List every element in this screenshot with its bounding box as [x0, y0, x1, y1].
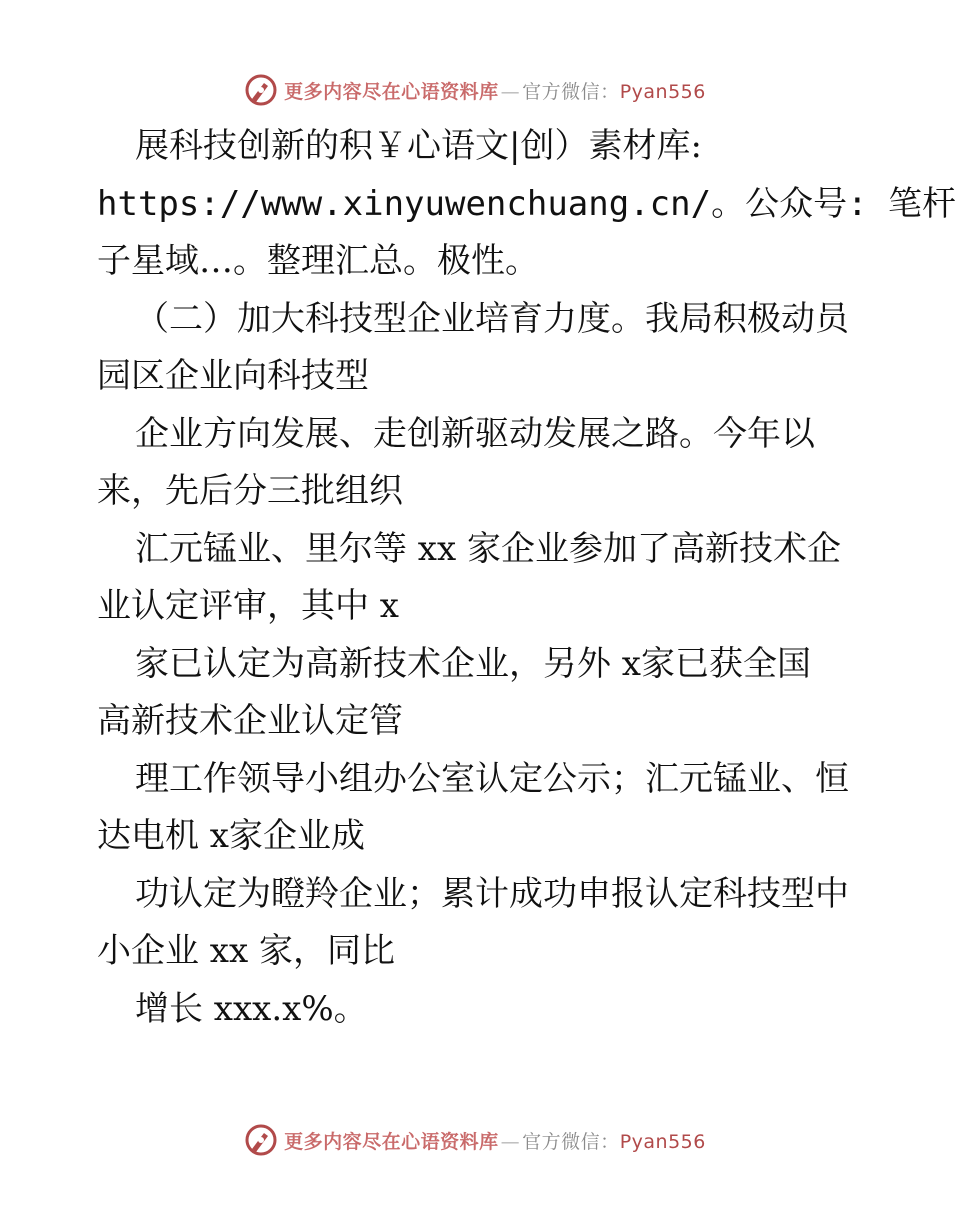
watermark-banner-bottom — [0, 1120, 950, 1160]
text-line: 汇元锰业、里尔等 xx 家企业参加了高新技术企 — [135, 528, 841, 569]
watermark-wechat-id: Pyan556 — [619, 1130, 706, 1153]
watermark-text — [284, 77, 706, 104]
watermark-brand: 更多内容尽在心语资料库 — [284, 80, 499, 103]
watermark-wechat-label: 官方微信： — [522, 1130, 620, 1153]
text-line: 园区企业向科技型 — [97, 356, 369, 396]
text-line: 企业方向发展、走创新驱动发展之路。今年以 — [135, 413, 815, 454]
text-line: （二）加大科技型企业培育力度。我局积极动员 — [135, 298, 849, 339]
pen-logo-icon — [244, 73, 278, 107]
text-line: 业认定评审，其中 x — [97, 586, 399, 626]
watermark-brand: 更多内容尽在心语资料库 — [284, 1130, 499, 1153]
watermark-text — [284, 1127, 706, 1154]
watermark-dash: — — [500, 80, 521, 103]
text-line: 理工作领导小组办公室认定公示；汇元锰业、恒 — [135, 758, 849, 799]
text-line: 小企业 xx 家，同比 — [97, 931, 395, 971]
text-line: 功认定为瞪羚企业；累计成功申报认定科技型中 — [135, 873, 849, 914]
text-line: 家已认定为高新技术企业，另外 x家已获全国 — [135, 643, 811, 684]
text-line: 高新技术企业认定管 — [97, 701, 403, 741]
text-line: 增长 xxx.x%。 — [135, 988, 368, 1029]
watermark-dash: — — [500, 1130, 521, 1153]
text-line: 达电机 x家企业成 — [97, 816, 365, 856]
pen-logo-icon — [244, 1123, 278, 1157]
text-line: 子星域…。整理汇总。极性。 — [97, 241, 539, 281]
document-body — [97, 118, 956, 1038]
text-line-url: https://www.xinyuwenchuang.cn/。公众号: 笔杆 — [97, 183, 956, 224]
text-line: 来，先后分三批组织 — [97, 471, 403, 511]
text-line: 展科技创新的积￥心语文|创）素材库: — [135, 126, 702, 166]
watermark-wechat-id: Pyan556 — [619, 80, 706, 103]
watermark-wechat-label: 官方微信： — [522, 80, 620, 103]
watermark-banner-top — [0, 70, 950, 110]
